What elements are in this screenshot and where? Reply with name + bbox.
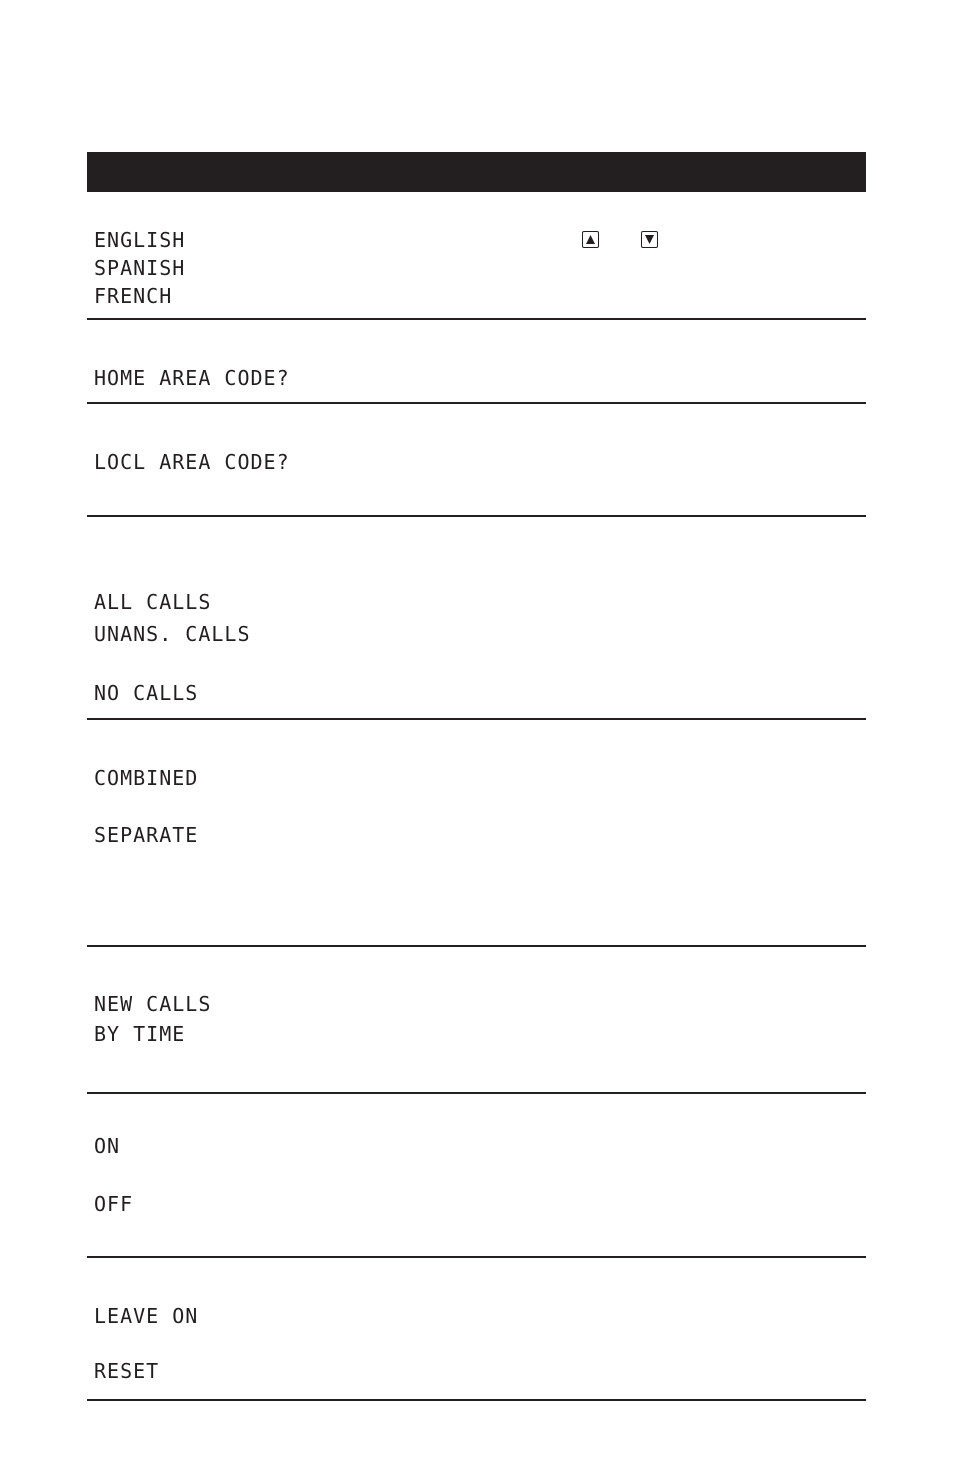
header-bar (87, 152, 866, 192)
option-local-area-code: LOCL AREA CODE? (94, 450, 290, 474)
option-leave-on: LEAVE ON (94, 1304, 199, 1328)
option-separate: SEPARATE (94, 823, 199, 847)
option-french: FRENCH (94, 284, 173, 308)
section-divider (87, 718, 866, 720)
section-divider (87, 402, 866, 404)
option-off: OFF (94, 1192, 134, 1216)
option-new-calls: NEW CALLS (94, 992, 212, 1016)
section-divider (87, 515, 866, 517)
option-combined: COMBINED (94, 766, 199, 790)
section-divider (87, 1399, 866, 1401)
section-divider (87, 945, 866, 947)
option-unanswered-calls: UNANS. CALLS (94, 622, 251, 646)
option-english: ENGLISH (94, 228, 186, 252)
section-divider (87, 318, 866, 320)
option-no-calls: NO CALLS (94, 681, 199, 705)
option-reset: RESET (94, 1359, 160, 1383)
option-home-area-code: HOME AREA CODE? (94, 366, 290, 390)
option-all-calls: ALL CALLS (94, 590, 212, 614)
option-on: ON (94, 1134, 121, 1158)
option-spanish: SPANISH (94, 256, 186, 280)
section-divider (87, 1092, 866, 1094)
up-arrow-key-icon (582, 231, 599, 248)
section-divider (87, 1256, 866, 1258)
down-arrow-key-icon (641, 231, 658, 248)
option-by-time: BY TIME (94, 1022, 186, 1046)
